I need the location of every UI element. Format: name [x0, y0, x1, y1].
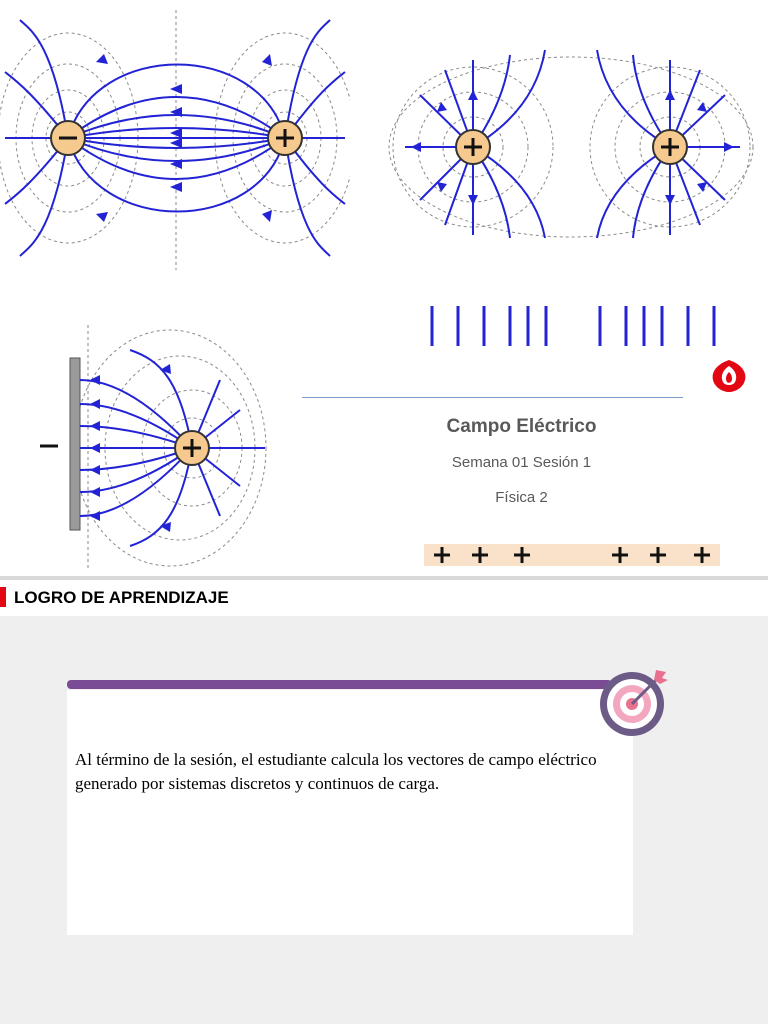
parallel-plate-field-lines [420, 300, 730, 350]
objective-text: Al término de la sesión, el estudiante calcula los vectores de campo eléctrico generado por sistemas discretos y continuos de carga. [75, 750, 597, 793]
title-card [275, 346, 768, 543]
slide-subtitle: Semana 01 Sesión 1 [451, 454, 592, 471]
two-positive-charges-diagram [385, 40, 755, 240]
upc-flame-logo-icon [707, 358, 751, 394]
plate-and-charge-diagram [30, 320, 270, 576]
objective-slide [0, 580, 768, 1024]
course-name: Física 2 [495, 489, 548, 506]
positive-plate-strip [424, 542, 720, 568]
objective-box [67, 690, 633, 935]
title-rule [302, 397, 683, 398]
section-header [0, 580, 768, 616]
section-marker [0, 587, 6, 607]
target-icon [596, 666, 672, 738]
dipole-field-diagram [0, 0, 350, 280]
accent-bar [67, 680, 612, 689]
section-title: LOGRO DE APRENDIZAJE [14, 588, 229, 607]
slide-title: Campo Eléctrico [446, 416, 597, 437]
